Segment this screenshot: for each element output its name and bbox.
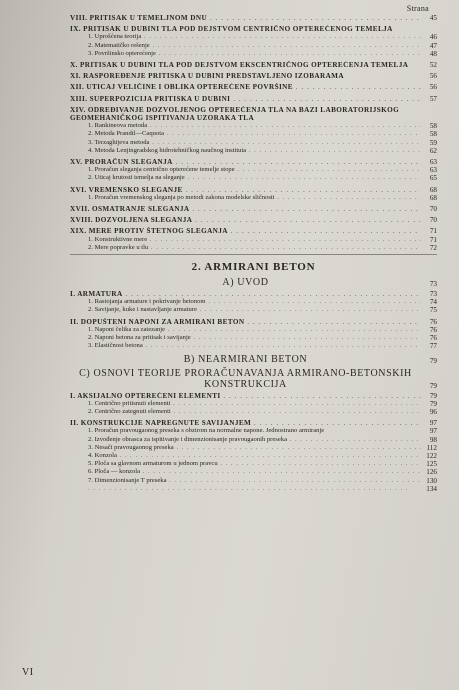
toc-subentry bbox=[70, 130, 437, 138]
toc-entry-page: 125 bbox=[426, 460, 437, 469]
toc-entry-title: 1. Uprošćena teorija . . . bbox=[70, 33, 421, 41]
toc-chapter bbox=[70, 419, 437, 427]
toc-subentry bbox=[70, 194, 437, 202]
toc-entry-page: 48 bbox=[429, 49, 437, 58]
toc-subentry bbox=[70, 166, 437, 174]
toc-entry-page: 72 bbox=[429, 243, 437, 252]
toc-subentry bbox=[70, 50, 437, 58]
toc-entry-title: 1. Konstruktivne mere . . . bbox=[70, 236, 421, 244]
toc-chapter bbox=[70, 106, 437, 122]
toc-entry-title: 1. Proračun vremenskog sleganja po metodi zakona modelske sličnosti . . . bbox=[70, 194, 421, 202]
toc-entry-title: II. KONSTRUKCIJE NAPREGNUTE SAVIJANJEM . . . bbox=[70, 419, 421, 427]
toc-subentry bbox=[70, 342, 437, 350]
toc-entry-title: 3. Terzaghijeva metoda . . . bbox=[70, 139, 421, 147]
toc-entry-page: 45 bbox=[429, 14, 437, 22]
toc-entry-page: 63 bbox=[429, 158, 437, 167]
toc-entry-title: VIII. PRITISAK U TEMELJNOM DNU . . . bbox=[70, 14, 421, 22]
toc-subentry bbox=[70, 139, 437, 147]
part-b-title: B) NEARMIRANI BETON bbox=[183, 353, 308, 365]
toc-subentry bbox=[70, 468, 437, 476]
toc-entry-title: 4. Metoda Lenjingradskog hidrotehničkog naučnog instituta . . . bbox=[70, 147, 421, 155]
toc-entry-title: XIV. ODREĐIVANJE DOZVOLJENOG OPTEREĆENJA TLA NA BAZI LABORATORIJSKOG GEOMEHANIČKOG ISPITIVANJA UZORAKA TLA bbox=[70, 105, 400, 123]
toc-entry-title: 1. Proračun sleganja centrično opterećene temelje stope . . . bbox=[70, 166, 421, 174]
toc-entry-title: 2. Centrično zategnuti elementi . . . bbox=[70, 408, 421, 416]
toc-entry-page: 71 bbox=[429, 235, 437, 244]
toc-entry-page: 57 bbox=[429, 94, 437, 103]
toc-chapter bbox=[70, 205, 437, 213]
toc-subentry bbox=[70, 444, 437, 452]
toc-subentry bbox=[70, 122, 437, 130]
toc-entry-title: 2. Uticaj krutosti temelja na sleganje . . . bbox=[70, 174, 421, 182]
toc-chapter bbox=[70, 318, 437, 326]
toc-entry-title: I. ARMATURA . . . bbox=[70, 290, 421, 298]
toc-subentry bbox=[70, 408, 437, 416]
toc-entry-title: 5. Ploča sa glavnom armaturom u jednom pravcu . . . bbox=[70, 460, 421, 468]
toc-entry-page: 75 bbox=[429, 306, 437, 315]
toc-entry-page: 58 bbox=[429, 122, 437, 131]
part-a-list bbox=[70, 290, 437, 350]
toc-entry-page: 70 bbox=[429, 205, 437, 214]
part-b-page: 79 bbox=[429, 356, 437, 365]
toc-entry-page: 74 bbox=[429, 298, 437, 307]
toc-entry-page: 70 bbox=[429, 216, 437, 225]
toc-chapter bbox=[70, 83, 437, 91]
toc-entry-page: 68 bbox=[429, 185, 437, 194]
toc-entry-page: 98 bbox=[429, 435, 437, 444]
toc-entry-page: 97 bbox=[429, 427, 437, 436]
part-c-list bbox=[70, 392, 437, 493]
toc-entry-page: 97 bbox=[429, 419, 437, 428]
part-a-page: 73 bbox=[429, 280, 437, 289]
toc-entry-title: XVII. OSMATRANJE SLEGANJA . . . bbox=[70, 205, 421, 213]
toc-subentry bbox=[70, 174, 437, 182]
toc-entry-title: XI. RASPOREĐENJE PRITISKA U DUBINI PREDSTAVLJENO IZOBARAMA bbox=[70, 72, 344, 81]
toc-entry-title: X. PRITISAK U DUBINI TLA POD DEJSTVOM EKSCENTRIČNOG OPTEREĆENJA TEMELJA bbox=[70, 61, 409, 70]
toc-entry-title: XV. PRORAČUN SLEGANJA . . . bbox=[70, 158, 421, 166]
toc-subentry bbox=[70, 427, 437, 435]
section-2-title: 2. ARMIRANI BETON bbox=[191, 261, 316, 274]
toc-entry-title: 2. Matematičko rešenje . . . bbox=[70, 42, 421, 50]
toc-entry-page: 46 bbox=[429, 33, 437, 42]
toc-entry-title: 2. Metoda Prandtl—Caquota . . . bbox=[70, 130, 421, 138]
toc-subentry bbox=[70, 147, 437, 155]
page-number: VI bbox=[22, 667, 34, 678]
toc-entry-title: I. AKSIJALNO OPTEREĆENI ELEMENTI . . . bbox=[70, 392, 421, 400]
toc-top-list bbox=[70, 14, 437, 252]
toc-entry-title: XII. UTICAJ VELIČINE I OBLIKA OPTEREĆENE POVRŠINE . . . bbox=[70, 83, 421, 91]
page-column-label: Strana bbox=[406, 4, 429, 13]
toc-entry-page: 52 bbox=[429, 61, 437, 70]
toc-entry-title: 2. Savijanje, kuke i nastavljanje armature . . . bbox=[70, 306, 421, 314]
toc-subentry bbox=[70, 334, 437, 342]
toc-entry-title: 3. Nesači pravougaonog preseka . . . bbox=[70, 444, 421, 452]
toc-entry-page: 79 bbox=[429, 399, 437, 408]
toc-subentry bbox=[70, 306, 437, 314]
table-of-contents bbox=[70, 14, 437, 493]
toc-entry-page: 56 bbox=[429, 72, 437, 81]
toc-chapter bbox=[70, 216, 437, 224]
toc-entry-page: 79 bbox=[429, 391, 437, 400]
toc-entry-page: 73 bbox=[429, 290, 437, 299]
toc-entry-title: XIII. SUPERPOZICIJA PRITISKA U DUBINI . . . bbox=[70, 95, 421, 103]
toc-subentry bbox=[70, 298, 437, 306]
toc-entry-page: 59 bbox=[429, 138, 437, 147]
toc-entry-title: 1. Proračun pravougaonog preseka s obzirom na normalne napone. Jednostrano armiranje bbox=[88, 427, 325, 435]
part-c-page: 79 bbox=[429, 381, 437, 390]
toc-entry-title: II. DOPUŠTENI NAPONI ZA ARMIRANI BETON . . . bbox=[70, 318, 421, 326]
toc-entry-title: 1. Centrično pritisnuti elementi . . . bbox=[70, 400, 421, 408]
toc-subentry bbox=[70, 42, 437, 50]
toc-entry-title: 1. Naponi čelika za zatezanje . . . bbox=[70, 326, 421, 334]
toc-subentry bbox=[70, 452, 437, 460]
toc-subentry bbox=[70, 477, 437, 485]
toc-chapter bbox=[70, 95, 437, 103]
toc-subentry bbox=[70, 326, 437, 334]
toc-entry-title: 7. Dimenzionisanje T preseka . . . bbox=[70, 477, 421, 485]
part-b-title-row bbox=[70, 354, 437, 365]
toc-entry-page: 71 bbox=[429, 227, 437, 236]
toc-chapter bbox=[70, 392, 437, 400]
toc-entry-page: 47 bbox=[429, 41, 437, 50]
toc-entry-page: 56 bbox=[429, 83, 437, 92]
toc-entry-title: 1. Rankineova metoda . . . bbox=[70, 122, 421, 130]
toc-entry-page: 126 bbox=[426, 468, 437, 477]
toc-entry-page: 76 bbox=[429, 317, 437, 326]
toc-entry-page: 76 bbox=[429, 325, 437, 334]
toc-entry-page: 58 bbox=[429, 130, 437, 139]
part-a-title: A) UVOD bbox=[222, 277, 269, 289]
toc-entry-page: 112 bbox=[426, 443, 437, 452]
toc-entry-page: 76 bbox=[429, 334, 437, 343]
toc-entry-page: 96 bbox=[429, 407, 437, 416]
toc-entry-title: 6. Ploča — konzola . . . bbox=[70, 468, 421, 476]
toc-entry-title: 2. Mere popravke u tlu . . . bbox=[70, 244, 421, 252]
toc-entry-page: 62 bbox=[429, 146, 437, 155]
toc-subentry bbox=[70, 460, 437, 468]
toc-entry-page: 68 bbox=[429, 193, 437, 202]
toc-entry-title: XVI. VREMENSKO SLEGANJE . . . bbox=[70, 186, 421, 194]
toc-entry-title: 2. Naponi betona za pritisak i savijanje . . . bbox=[70, 334, 421, 342]
toc-entry-title bbox=[70, 485, 421, 493]
toc-entry-title: XVIII. DOZVOLJENA SLEGANJA . . . bbox=[70, 216, 421, 224]
toc-entry-title: 1. Rastojanja armature i pokrivanje betonom . . . bbox=[70, 298, 421, 306]
toc-chapter bbox=[70, 25, 437, 33]
toc-chapter bbox=[70, 227, 437, 235]
toc-subentry bbox=[70, 236, 437, 244]
toc-entry-page: 134 bbox=[426, 484, 437, 493]
toc-chapter bbox=[70, 14, 437, 22]
toc-entry-title: 4. Konzola . . . bbox=[70, 452, 421, 460]
toc-entry-title: 3. Elastičnost betona . . . bbox=[70, 342, 421, 350]
toc-subentry bbox=[70, 436, 437, 444]
toc-entry-title: 2. Izvođenje obrasca za ispitivanje i dimenzionisanje pravougaonih preseka . . . bbox=[70, 436, 421, 444]
toc-entry-title: IX. PRITISAK U DUBINI TLA POD DEJSTVOM CENTRIČNO OPTEREĆENOG TEMELJA bbox=[70, 25, 393, 34]
toc-entry-page: 65 bbox=[429, 174, 437, 183]
toc-subentry bbox=[70, 485, 437, 493]
toc-subentry bbox=[70, 400, 437, 408]
toc-entry-title: 3. Površinsko opterećenje . . . bbox=[70, 50, 421, 58]
toc-subentry bbox=[70, 33, 437, 41]
toc-subentry bbox=[70, 244, 437, 252]
toc-chapter bbox=[70, 72, 437, 80]
toc-entry-page: 63 bbox=[429, 166, 437, 175]
divider bbox=[70, 254, 437, 255]
toc-chapter bbox=[70, 158, 437, 166]
toc-entry-page: 122 bbox=[426, 451, 437, 460]
part-c-title: C) OSNOVI TEORIJE PRORAČUNAVANJA ARMIRANO-BETONSKIH KONSTRUKCIJA bbox=[79, 367, 412, 390]
toc-chapter bbox=[70, 61, 437, 69]
toc-entry-page: 77 bbox=[429, 342, 437, 351]
toc-chapter bbox=[70, 186, 437, 194]
part-a-title-row bbox=[70, 277, 437, 288]
part-c-title-row bbox=[70, 368, 437, 390]
toc-entry-page: 130 bbox=[426, 476, 437, 485]
toc-chapter bbox=[70, 290, 437, 298]
toc-entry-title: XIX. MERE PROTIV ŠTETNOG SLEGANJA . . . bbox=[70, 227, 421, 235]
